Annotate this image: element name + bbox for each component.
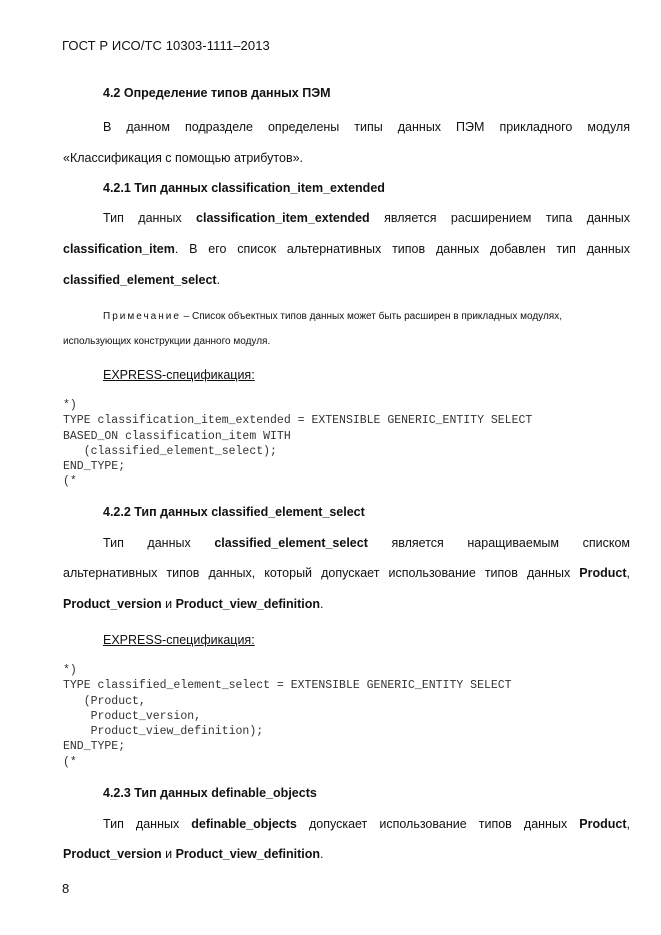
note-line: использующих конструкции данного модуля. [63, 336, 271, 347]
paragraph-line: classification_item. В его список альтернативных типов данных добавлен тип данных [63, 242, 630, 256]
paragraph-line: Тип данных classification_item_extended является расширением типа данных [103, 211, 630, 225]
paragraph-line: «Классификация с помощью атрибутов». [63, 151, 304, 165]
note-line: Примечание – Список объектных типов данных может быть расширен в прикладных модулях, [103, 311, 562, 322]
paragraph-line: Product_version и Product_view_definition. [63, 847, 324, 861]
express-spec-label: EXPRESS-спецификация: [103, 368, 255, 382]
express-code-block: *) TYPE classified_element_select = EXTENSIBLE GENERIC_ENTITY SELECT (Product, Product_version, Product_view_definition); END_TYPE; (* [63, 664, 512, 769]
express-code-block: *) TYPE classification_item_extended = EXTENSIBLE GENERIC_ENTITY SELECT BASED_ON classification_item WITH (classified_element_select); END_TYPE; (* [63, 399, 533, 489]
section-heading-4-2-3: 4.2.3 Тип данных definable_objects [103, 786, 317, 800]
paragraph-line: альтернативных типов данных, который допускает использование типов данных Product, [63, 566, 630, 580]
document-header: ГОСТ Р ИСО/ТС 10303-1111–2013 [62, 38, 270, 53]
paragraph-line: Тип данных definable_objects допускает использование типов данных Product, [103, 817, 630, 831]
paragraph-line: В данном подразделе определены типы данных ПЭМ прикладного модуля [103, 120, 630, 134]
paragraph-line: classified_element_select. [63, 273, 221, 287]
section-heading-4-2-1: 4.2.1 Тип данных classification_item_extended [103, 181, 385, 195]
page-number: 8 [62, 881, 70, 896]
express-spec-label: EXPRESS-спецификация: [103, 633, 255, 647]
section-heading-4-2: 4.2 Определение типов данных ПЭМ [103, 86, 331, 100]
paragraph-line: Product_version и Product_view_definition. [63, 597, 324, 611]
section-heading-4-2-2: 4.2.2 Тип данных classified_element_select [103, 505, 365, 519]
paragraph-line: Тип данных classified_element_select является наращиваемым списком [103, 536, 630, 550]
